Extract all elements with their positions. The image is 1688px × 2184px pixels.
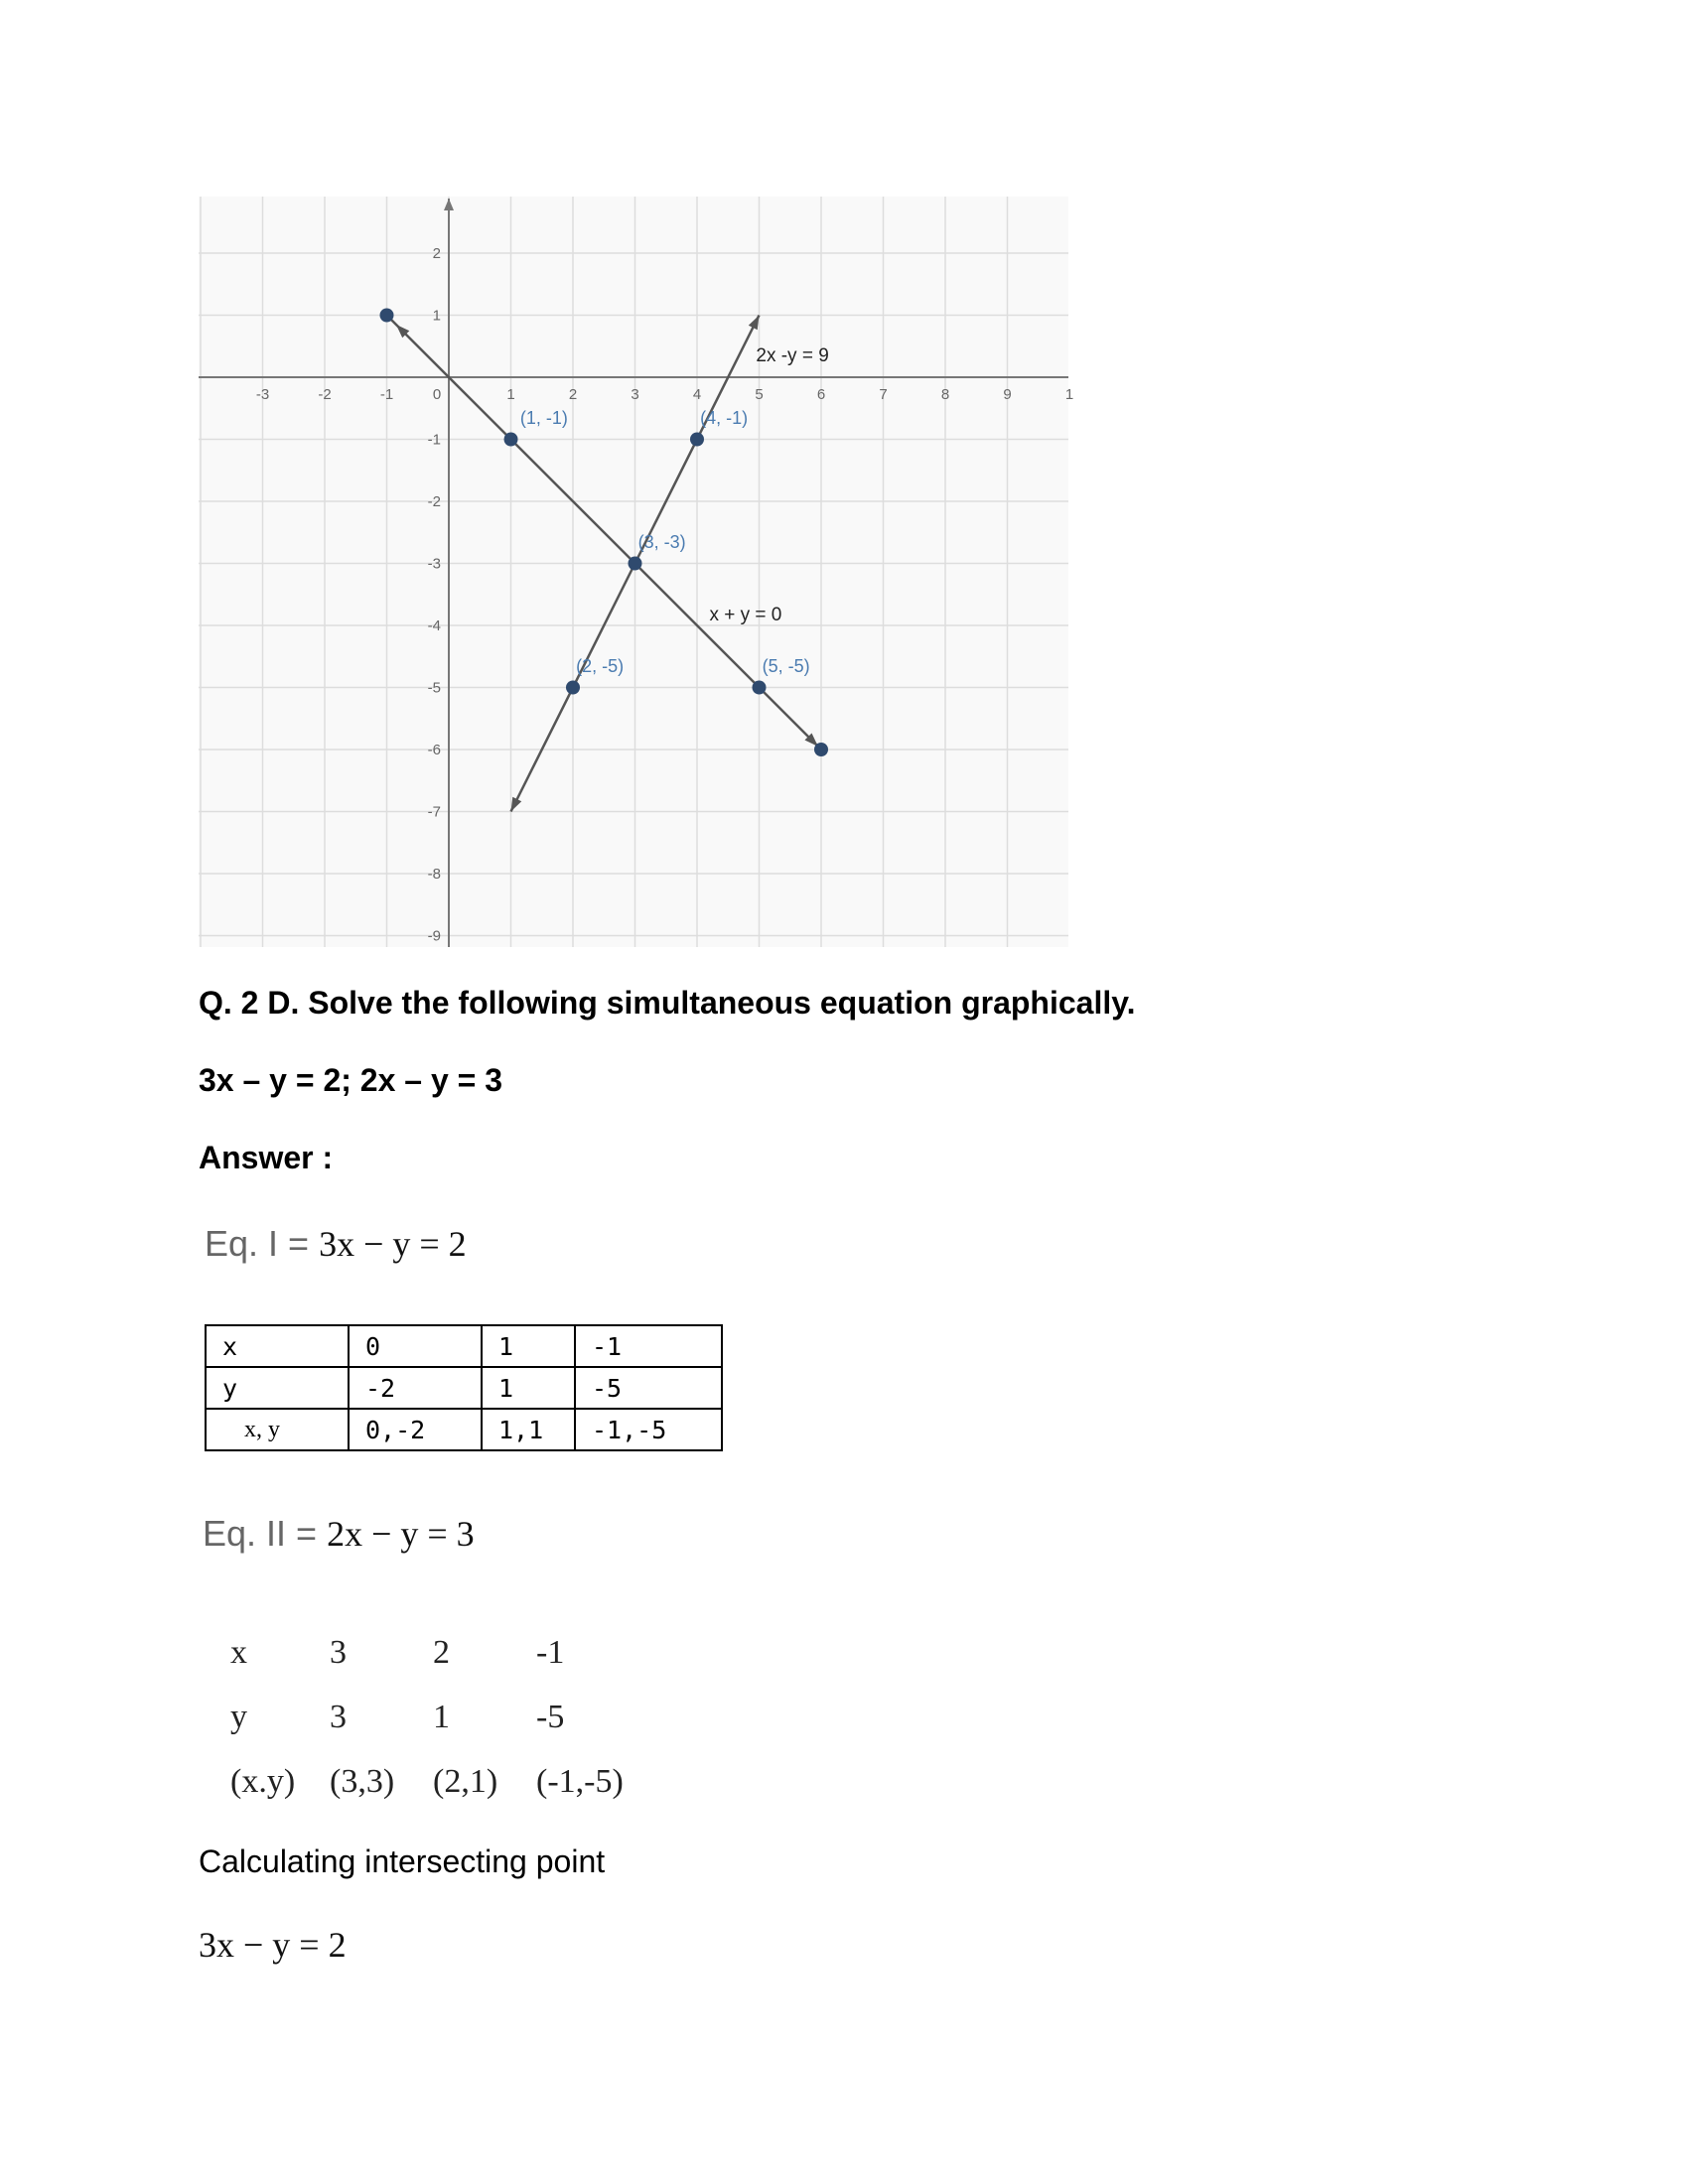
x-tick-label: 0 xyxy=(432,386,442,403)
table-cell: -1,-5 xyxy=(575,1409,722,1450)
equation-one-math: 3x − y = 2 xyxy=(319,1224,467,1264)
x-tick-label: 3 xyxy=(631,386,639,403)
values-cell: x xyxy=(230,1634,247,1671)
values-cell: 3 xyxy=(330,1634,347,1671)
x-tick-label: -3 xyxy=(255,386,270,403)
coordinate-graph xyxy=(199,197,1074,947)
y-tick-label: 2 xyxy=(432,245,441,262)
data-point xyxy=(753,681,767,695)
question-title: Q. 2 D. Solve the following simultaneous equation graphically. xyxy=(199,985,1136,1021)
y-tick-label: 1 xyxy=(432,307,441,325)
x-tick-label: 8 xyxy=(940,386,950,403)
values-cell: y xyxy=(230,1699,247,1735)
final-equation: 3x − y = 2 xyxy=(199,1925,347,1965)
y-tick-label: -5 xyxy=(427,679,441,697)
table-cell: x xyxy=(206,1325,349,1367)
x-tick-label: 6 xyxy=(816,386,826,403)
x-tick-label: -2 xyxy=(318,386,332,403)
table-row xyxy=(206,1367,722,1409)
equation-one-table xyxy=(205,1324,723,1451)
y-tick-label: -8 xyxy=(427,866,441,883)
equation-two-label: Eq. II = xyxy=(203,1513,328,1554)
y-tick-label: -1 xyxy=(427,431,441,449)
line-arrow xyxy=(749,316,760,331)
data-point xyxy=(814,743,828,756)
line-arrow xyxy=(511,797,522,812)
data-point xyxy=(380,309,394,323)
x-tick-label: 4 xyxy=(692,386,702,403)
data-point xyxy=(629,557,642,571)
x-tick-label: 2 xyxy=(568,386,578,403)
values-cell: 2 xyxy=(433,1634,450,1671)
values-cell: -5 xyxy=(536,1699,565,1735)
point-label: (4, -1) xyxy=(700,407,749,428)
table-cell: -5 xyxy=(575,1367,722,1409)
equation-two-math: 2x − y = 3 xyxy=(327,1514,475,1554)
question-equations: 3x – y = 2; 2x – y = 3 xyxy=(199,1062,503,1098)
y-tick-label: -4 xyxy=(427,617,441,634)
values-cell: (x.y) xyxy=(230,1763,296,1800)
table-cell: 0 xyxy=(349,1325,482,1367)
line-label: x + y = 0 xyxy=(709,605,782,625)
table-cell: -1 xyxy=(575,1325,722,1367)
graph-figure xyxy=(199,197,1074,947)
table-row xyxy=(206,1409,722,1450)
values-cell: (3,3) xyxy=(330,1763,395,1800)
table-cell: x, y xyxy=(206,1409,349,1450)
x-tick-label: 7 xyxy=(879,386,888,403)
table-cell: 1 xyxy=(482,1367,575,1409)
y-axis-arrow xyxy=(444,199,454,210)
point-label: (1, -1) xyxy=(519,407,568,428)
y-tick-label: -7 xyxy=(427,803,441,821)
line-label: 2x -y = 9 xyxy=(756,344,829,366)
y-tick-label: -2 xyxy=(427,493,441,510)
values-cell: (-1,-5) xyxy=(536,1763,624,1800)
values-cell: -1 xyxy=(536,1634,565,1671)
values-cell: (2,1) xyxy=(433,1763,498,1800)
data-point xyxy=(504,433,518,447)
data-point xyxy=(566,681,580,695)
point-label: (2, -5) xyxy=(576,655,625,676)
equation-two xyxy=(203,1513,475,1555)
x-tick-label: 1 xyxy=(506,386,515,403)
x-tick-label: 5 xyxy=(755,386,764,403)
table-row xyxy=(206,1325,722,1367)
calculating-text: Calculating intersecting point xyxy=(199,1843,606,1879)
point-label: (3, -3) xyxy=(637,531,686,552)
data-point xyxy=(690,433,704,447)
x-tick-label: 9 xyxy=(1003,386,1012,403)
x-tick-label: 1 xyxy=(1064,386,1074,403)
equation-one xyxy=(205,1223,467,1265)
answer-label: Answer : xyxy=(199,1140,334,1175)
point-label: (5, -5) xyxy=(762,655,810,676)
y-tick-label: -9 xyxy=(427,927,441,945)
y-tick-label: -3 xyxy=(427,555,441,573)
values-cell: 1 xyxy=(433,1699,450,1735)
y-tick-label: -6 xyxy=(427,742,441,758)
x-tick-label: -1 xyxy=(379,386,394,403)
table-cell: y xyxy=(206,1367,349,1409)
table-cell: 0,-2 xyxy=(349,1409,482,1450)
table-cell: -2 xyxy=(349,1367,482,1409)
table-cell: 1,1 xyxy=(482,1409,575,1450)
table-cell: 1 xyxy=(482,1325,575,1367)
values-cell: 3 xyxy=(330,1699,347,1735)
equation-one-label: Eq. I = xyxy=(205,1223,320,1264)
